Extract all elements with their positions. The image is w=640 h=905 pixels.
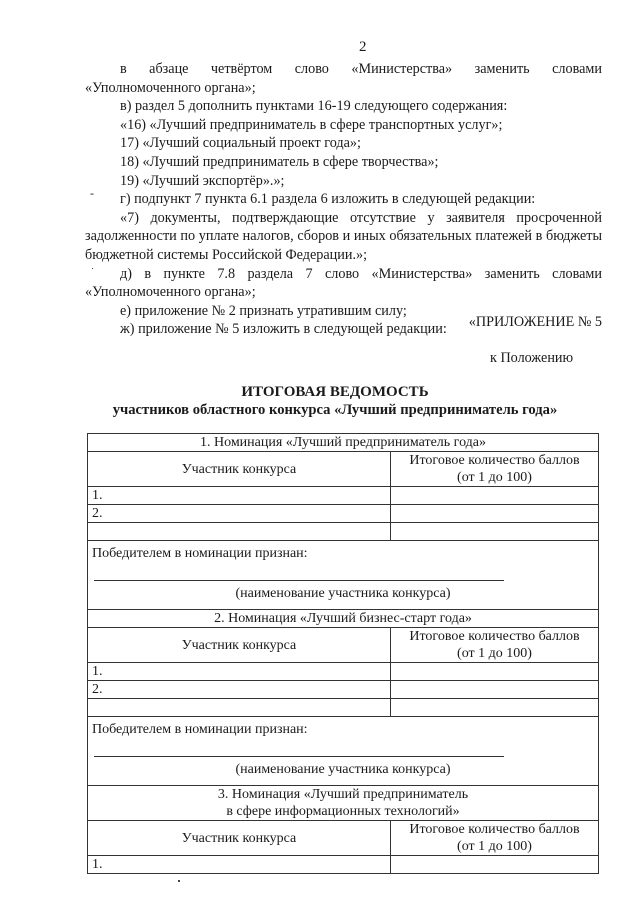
score-header-line-1: Итоговое количество баллов	[409, 453, 580, 468]
paragraph-1-line-2: «Уполномоченного органа»;	[85, 79, 256, 96]
score-column-header	[391, 452, 599, 487]
score-column-header	[391, 821, 599, 856]
winner-cell	[88, 541, 599, 610]
word: абзаце	[149, 61, 189, 77]
table-row	[88, 681, 599, 699]
participant-column-header: Участник конкурса	[88, 628, 391, 663]
participant-column-header: Участник конкурса	[88, 821, 391, 856]
paragraph-4: 17) «Лучший социальный проект года»;	[120, 135, 361, 152]
score-cell	[391, 663, 599, 681]
table-row	[88, 663, 599, 681]
word: «Министерства»	[351, 61, 453, 77]
word: заменить	[474, 61, 530, 77]
winner-cell	[88, 717, 599, 786]
paragraph-6: 19) «Лучший экспортёр».»;	[120, 172, 285, 189]
table-row	[88, 523, 599, 541]
winner-row	[88, 717, 599, 786]
results-table	[87, 433, 599, 874]
document-subtitle: участников областного конкурса «Лучший предприниматель года»	[112, 402, 558, 418]
winner-blank-line	[94, 744, 504, 757]
empty-cell	[88, 523, 391, 541]
score-cell	[391, 487, 599, 505]
winner-label: Победителем в номинации признан:	[92, 722, 308, 737]
word: слово	[294, 61, 329, 77]
participant-cell: 2.	[88, 505, 391, 523]
score-cell	[391, 856, 599, 874]
table-row	[88, 505, 599, 523]
nomination-3-title	[88, 786, 599, 821]
to-regulation-note: к Положению	[490, 350, 574, 366]
participant-column-header: Участник конкурса	[88, 452, 391, 487]
score-header-line-2: (от 1 до 100)	[457, 839, 532, 854]
winner-blank-line	[94, 568, 504, 581]
column-header-row	[88, 452, 599, 487]
column-header-row	[88, 628, 599, 663]
winner-row	[88, 541, 599, 610]
paragraph-2: в) раздел 5 дополнить пунктами 16-19 следующего содержания:	[120, 98, 508, 115]
nomination-1-title: 1. Номинация «Лучший предприниматель года»	[88, 434, 599, 452]
paragraph-7: г) подпункт 7 пункта 6.1 раздела 6 изложить в следующей редакции:	[120, 191, 536, 208]
scan-speck	[92, 268, 93, 269]
score-cell	[391, 681, 599, 699]
participant-cell: 1.	[88, 663, 391, 681]
nomination-3-title-line-2: в сфере информационных технологий»	[226, 804, 460, 819]
nomination-header-row	[88, 786, 599, 821]
paragraph-1-line-1	[85, 60, 602, 79]
word: словами	[552, 61, 602, 77]
table-row	[88, 856, 599, 874]
appendix-heading: «ПРИЛОЖЕНИЕ № 5	[468, 314, 602, 330]
word: четвёртом	[210, 61, 273, 77]
column-header-row	[88, 821, 599, 856]
scan-speck	[178, 880, 180, 882]
participant-cell: 1.	[88, 856, 391, 874]
nomination-3-title-line-1: 3. Номинация «Лучший предприниматель	[217, 787, 469, 802]
paragraph-11: ж) приложение № 5 изложить в следующей редакции:	[120, 321, 447, 338]
empty-cell	[391, 699, 599, 717]
table-row	[88, 699, 599, 717]
score-header-line-2: (от 1 до 100)	[457, 470, 532, 485]
paragraph-5: 18) «Лучший предприниматель в сфере творчества»;	[120, 153, 439, 170]
nomination-header-row	[88, 434, 599, 452]
empty-cell	[88, 699, 391, 717]
document-title: ИТОГОВАЯ ВЕДОМОСТЬ	[241, 384, 429, 400]
margin-dash: -	[90, 186, 94, 200]
table-row	[88, 487, 599, 505]
page-number: 2	[359, 39, 367, 55]
score-cell	[391, 505, 599, 523]
winner-caption: (наименование участника конкурса)	[235, 586, 451, 601]
nomination-header-row	[88, 610, 599, 628]
participant-cell: 2.	[88, 681, 391, 699]
paragraph-10: е) приложение № 2 признать утратившим силу;	[120, 302, 407, 319]
winner-label: Победителем в номинации признан:	[92, 546, 308, 561]
score-column-header	[391, 628, 599, 663]
nomination-2-title: 2. Номинация «Лучший бизнес-старт года»	[88, 610, 599, 628]
score-header-line-1: Итоговое количество баллов	[409, 629, 580, 644]
score-header-line-2: (от 1 до 100)	[457, 646, 532, 661]
empty-cell	[391, 523, 599, 541]
paragraph-8: «7) документы, подтверждающие отсутствие у заявителя просроченной задолженности по уплате налогов, сборов и иных обязательных платежей в бюджеты бюджетной системы Российской Федерации.»;	[85, 209, 602, 263]
paragraph-9: д) в пункте 7.8 раздела 7 слово «Министерства» заменить словами «Уполномоченного органа»;	[85, 265, 602, 301]
participant-cell: 1.	[88, 487, 391, 505]
document-body	[85, 60, 602, 339]
score-header-line-1: Итоговое количество баллов	[409, 822, 580, 837]
winner-caption: (наименование участника конкурса)	[235, 762, 451, 777]
word: в	[120, 61, 127, 77]
paragraph-3: «16) «Лучший предприниматель в сфере транспортных услуг»;	[120, 116, 503, 133]
